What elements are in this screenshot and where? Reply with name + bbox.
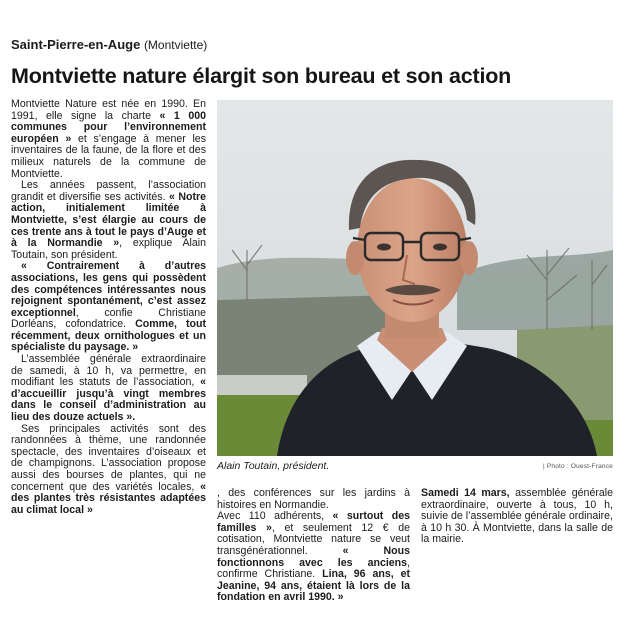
paragraph-4 — [11, 354, 206, 424]
text-run: Les années passent, l’association grandit et diversifie ses activités. — [11, 179, 206, 203]
article-photo — [217, 100, 613, 456]
article-column-1 — [11, 99, 206, 516]
paragraph-3 — [11, 261, 206, 354]
text-run: et s’engage à mener les inventaires de la faune, de la flore et des milieux naturels de la commune de Montviette. — [11, 132, 206, 180]
text-run: Samedi 14 mars, — [421, 487, 510, 499]
paragraph-5-continued — [217, 488, 410, 511]
text-run: Lina, 96 ans, et Jeanine, 94 ans, étaient là lors de la fondation en avril 1990. » — [217, 568, 410, 604]
text-run: , confie Christiane Dorléans, cofondatrice. — [11, 306, 206, 331]
text-run: Comme, tout récemment, deux ornithologues et un spécialiste du paysage. » — [11, 318, 206, 354]
text-run: , explique Alain Toutain, son président. — [11, 237, 207, 261]
photo-credit: | Photo : Ouest-France — [542, 463, 613, 470]
paragraph-5 — [11, 424, 206, 517]
paragraph-6 — [217, 511, 410, 604]
text-run: « Contrairement à d’autres associations, les gens qui possèdent des compétences intéressantes nous rejoignent spontanément, c’est assez exceptionnel — [11, 260, 206, 319]
locality-name: (Montviette) — [143, 38, 208, 52]
text-run: « Nous fonctionnons avec les anciens — [217, 544, 410, 569]
paragraph-7 — [421, 488, 613, 546]
text-run: Montviette Nature est née en 1990. En 1991, elle signe la charte — [11, 98, 206, 122]
text-run: « des plantes très résistantes adaptées au climat local » — [11, 480, 206, 516]
portrait-illustration — [217, 100, 613, 456]
town-name: Saint-Pierre-en-Auge — [11, 37, 141, 52]
text-run: « Notre action, initialement limitée à Montviette, s’est élargie au cours de ces trente ans à tout le pays d’Auge et à la Normandie » — [11, 190, 206, 250]
photo-caption: Alain Toutain, président. — [217, 460, 330, 472]
text-run: , des conférences sur les jardins à histoires en Normandie. — [217, 487, 410, 511]
section-kicker — [11, 37, 207, 52]
text-run: « surtout des familles » — [217, 510, 410, 534]
text-run: L’assemblée générale extraordinaire de samedi, à 10 h, va permettre, en modifiant les statuts de l’association, — [11, 353, 206, 389]
text-run: « d’accueillir jusqu’à vingt membres dans le conseil d’administration au lieu des douze actuels ». — [11, 376, 206, 424]
text-run: , confirme Christiane. — [217, 556, 410, 581]
paragraph-1 — [11, 99, 206, 180]
article-column-2 — [217, 488, 410, 604]
article-headline: Montviette nature élargit son bureau et son action — [11, 64, 512, 88]
paragraph-2 — [11, 180, 206, 261]
text-run: , et seulement 12 € de cotisation, Montviette nature se veut transgénérationnel. — [217, 521, 410, 557]
text-run: assemblée générale extraordinaire, ouverte à tous, 10 h, suivie de l’assemblée générale ordinaire, à 10 h 30. À Montviette, dans la salle de la mairie. — [421, 487, 613, 546]
text-run: « 1 000 communes pour l’environnement européen » — [11, 109, 206, 145]
text-run: Ses principales activités sont des randonnées à thème, une randonnée spectacle, des inventaires d’oiseaux et de champignons. L’association propose aussi des bourses de plantes, qui ne concernent que des variétés locales, — [11, 422, 206, 493]
article-column-3 — [421, 488, 613, 546]
text-run: Avec 110 adhérents, — [217, 510, 333, 523]
